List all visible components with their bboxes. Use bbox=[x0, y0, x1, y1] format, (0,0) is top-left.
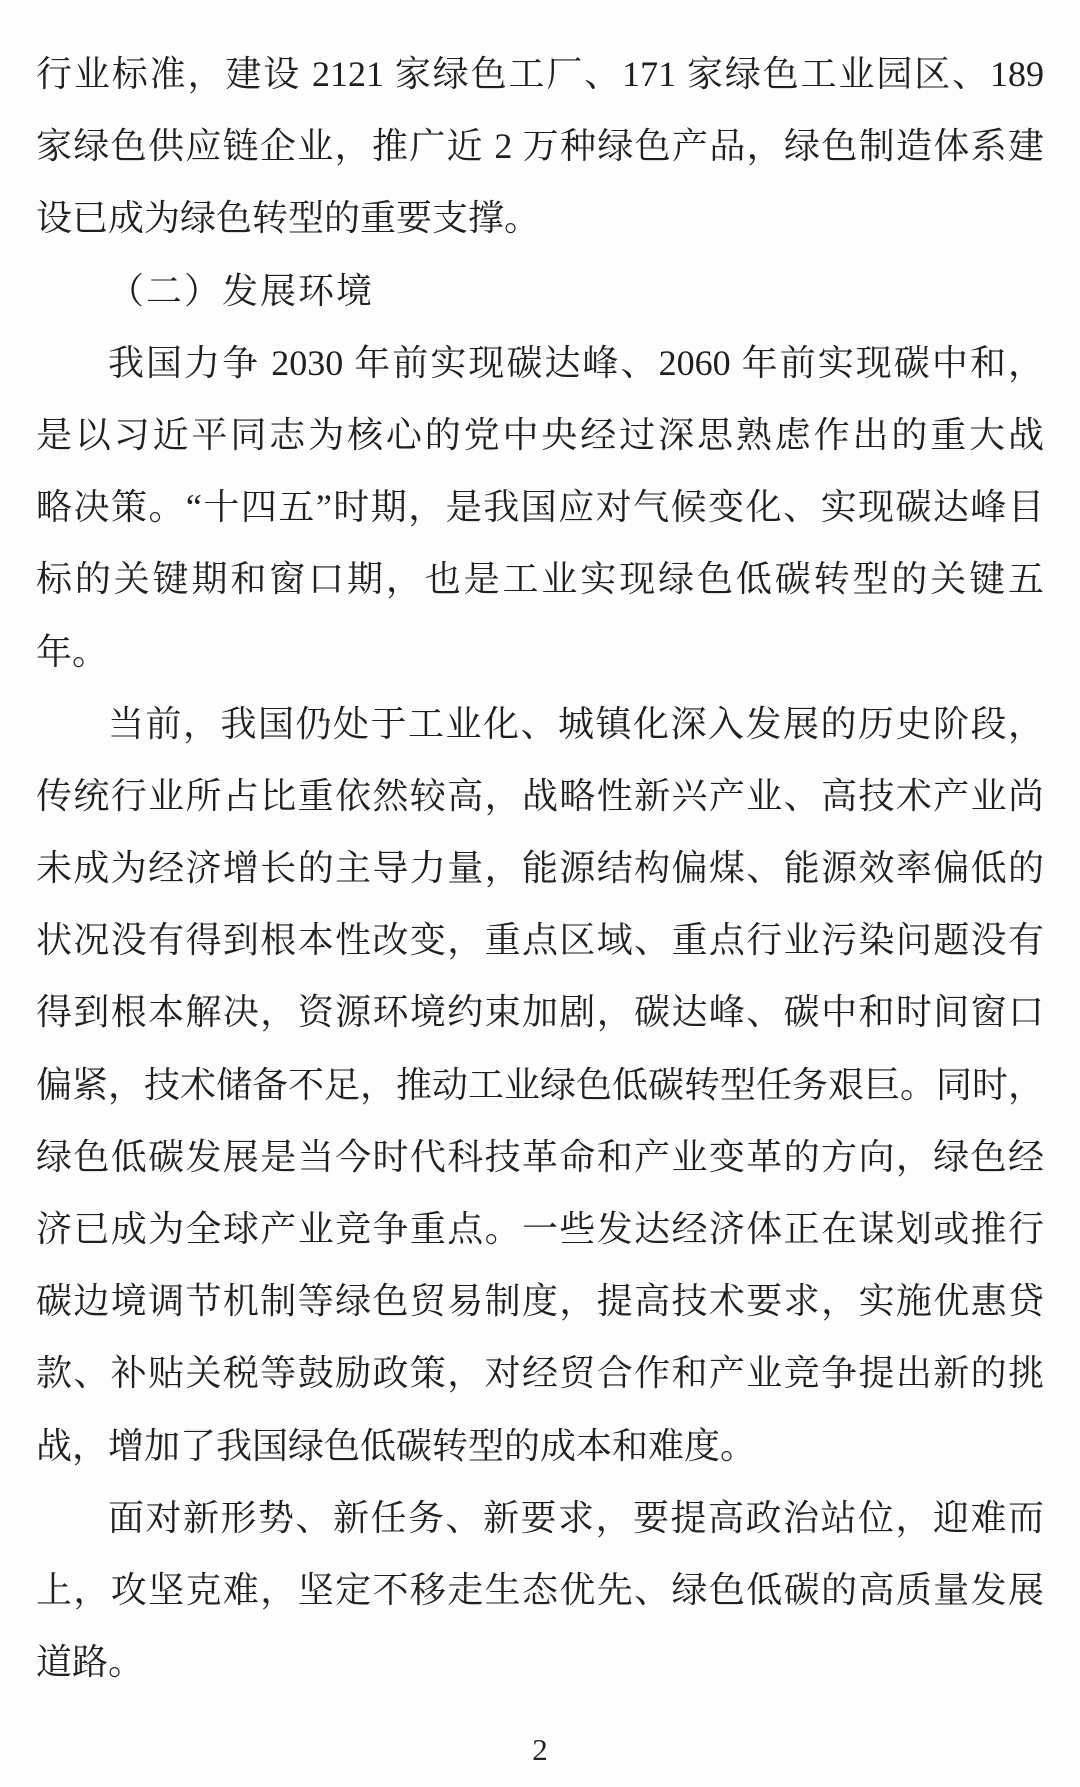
text-line: 略决策。“十四五”时期，是我国应对气候变化、实现碳达峰目 bbox=[36, 487, 1044, 528]
text-line: 上，攻坚克难，坚定不移走生态优先、绿色低碳的高质量发展 bbox=[36, 1569, 1044, 1610]
text-line: 设已成为绿色转型的重要支撑。 bbox=[36, 198, 541, 239]
text-line: 是以习近平同志为核心的党中央经过深思熟虑作出的重大战 bbox=[36, 414, 1044, 455]
text-line: 战，增加了我国绿色低碳转型的成本和难度。 bbox=[36, 1425, 757, 1466]
text-line: 道路。 bbox=[36, 1642, 145, 1683]
text-line: 济已成为全球产业竞争重点。一些发达经济体正在谋划或推行 bbox=[36, 1209, 1044, 1249]
text-line: 年。 bbox=[36, 631, 109, 672]
text-line: 偏紧，技术储备不足，推动工业绿色低碳转型任务艰巨。同时， bbox=[36, 1064, 1044, 1105]
text-line: 家绿色供应链企业，推广近 2 万种绿色产品，绿色制造体系建 bbox=[36, 126, 1044, 167]
text-line: 绿色低碳发展是当今时代科技革命和产业变革的方向，绿色经 bbox=[36, 1136, 1044, 1177]
section-heading: （二）发展环境 bbox=[108, 270, 375, 311]
text-line: 当前，我国仍处于工业化、城镇化深入发展的历史阶段， bbox=[108, 703, 1044, 744]
text-line: 我国力争 2030 年前实现碳达峰、2060 年前实现碳中和， bbox=[108, 342, 1044, 383]
text-line: 行业标准，建设 2121 家绿色工厂、171 家绿色工业园区、189 bbox=[36, 54, 1044, 94]
text-line: 面对新形势、新任务、新要求，要提高政治站位，迎难而 bbox=[108, 1497, 1044, 1538]
text-line: 得到根本解决，资源环境约束加剧，碳达峰、碳中和时间窗口 bbox=[36, 992, 1044, 1033]
text-line: 碳边境调节机制等绿色贸易制度，提高技术要求，实施优惠贷 bbox=[36, 1281, 1044, 1322]
text-line: 款、补贴关税等鼓励政策，对经贸合作和产业竞争提出新的挑 bbox=[36, 1353, 1044, 1394]
text-line: 传统行业所占比重依然较高，战略性新兴产业、高技术产业尚 bbox=[36, 775, 1044, 816]
page-number: 2 bbox=[532, 1732, 548, 1767]
text-line: 标的关键期和窗口期，也是工业实现绿色低碳转型的关键五 bbox=[36, 559, 1044, 600]
text-line: 未成为经济增长的主导力量，能源结构偏煤、能源效率偏低的 bbox=[36, 848, 1044, 889]
document-body bbox=[36, 38, 1044, 1698]
text-line: 状况没有得到根本性改变，重点区域、重点行业污染问题没有 bbox=[36, 920, 1044, 961]
